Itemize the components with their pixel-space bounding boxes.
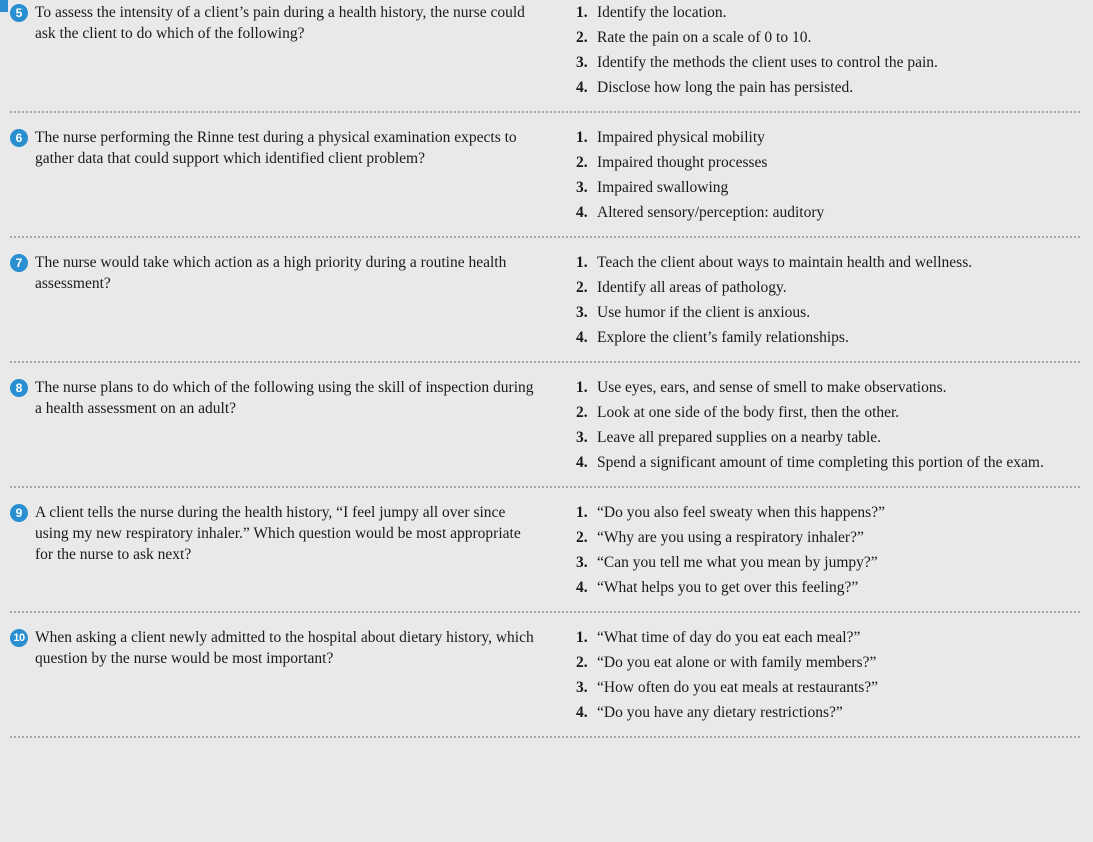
option-number: 4.: [576, 704, 588, 721]
question-text: To assess the intensity of a client’s pain during a health history, the nurse could ask the client to do which of the following?: [35, 4, 525, 42]
option-2[interactable]: [576, 402, 1080, 423]
question-6: [10, 125, 1080, 238]
option-text: “What helps you to get over this feeling?”: [597, 579, 859, 596]
option-1[interactable]: [576, 627, 1080, 648]
option-number: 1.: [576, 379, 588, 396]
option-text: Disclose how long the pain has persisted.: [597, 79, 854, 96]
option-text: Leave all prepared supplies on a nearby table.: [597, 429, 882, 446]
option-text: Use humor if the client is anxious.: [597, 304, 811, 321]
answer-options: [576, 627, 1080, 723]
option-text: Look at one side of the body first, then the other.: [597, 404, 900, 421]
option-number: 4.: [576, 79, 588, 96]
question-text: When asking a client newly admitted to the hospital about dietary history, which question by the nurse would be most important?: [35, 629, 534, 667]
option-3[interactable]: [576, 177, 1080, 198]
question-number-badge: 10: [10, 629, 28, 647]
option-number: 2.: [576, 654, 588, 671]
option-text: “Do you have any dietary restrictions?”: [597, 704, 843, 721]
option-text: Use eyes, ears, and sense of smell to make observations.: [597, 379, 947, 396]
question-number-badge: 7: [10, 254, 28, 272]
question-9: [10, 500, 1080, 613]
question-stem: [10, 502, 576, 598]
option-text: Identify all areas of pathology.: [597, 279, 787, 296]
option-number: 3.: [576, 179, 588, 196]
answer-options: [576, 252, 1080, 348]
option-number: 1.: [576, 4, 588, 21]
option-number: 1.: [576, 629, 588, 646]
option-number: 4.: [576, 204, 588, 221]
option-text: “Do you also feel sweaty when this happens?”: [597, 504, 885, 521]
option-3[interactable]: [576, 677, 1080, 698]
option-4[interactable]: [576, 327, 1080, 348]
option-text: “Why are you using a respiratory inhaler?”: [597, 529, 864, 546]
option-number: 3.: [576, 429, 588, 446]
option-4[interactable]: [576, 452, 1080, 473]
option-3[interactable]: [576, 302, 1080, 323]
question-10: [10, 625, 1080, 738]
option-number: 2.: [576, 529, 588, 546]
answer-options: [576, 377, 1080, 473]
option-number: 3.: [576, 54, 588, 71]
option-1[interactable]: [576, 502, 1080, 523]
question-number-badge: 6: [10, 129, 28, 147]
option-text: Identify the methods the client uses to control the pain.: [597, 54, 938, 71]
question-stem: [10, 2, 576, 98]
answer-options: [576, 502, 1080, 598]
question-stem: [10, 627, 576, 723]
option-number: 1.: [576, 129, 588, 146]
option-4[interactable]: [576, 577, 1080, 598]
question-number-badge: 5: [10, 4, 28, 22]
option-3[interactable]: [576, 427, 1080, 448]
question-list: [10, 0, 1080, 750]
option-4[interactable]: [576, 702, 1080, 723]
option-number: 4.: [576, 579, 588, 596]
option-2[interactable]: [576, 527, 1080, 548]
option-number: 4.: [576, 329, 588, 346]
option-text: Impaired physical mobility: [597, 129, 765, 146]
option-text: Teach the client about ways to maintain health and wellness.: [597, 254, 973, 271]
option-3[interactable]: [576, 52, 1080, 73]
option-1[interactable]: [576, 377, 1080, 398]
answer-options: [576, 127, 1080, 223]
question-number-badge: 9: [10, 504, 28, 522]
corner-tab-marker: [0, 0, 8, 12]
option-number: 3.: [576, 554, 588, 571]
question-stem: [10, 127, 576, 223]
option-text: Spend a significant amount of time completing this portion of the exam.: [597, 454, 1044, 471]
question-text: A client tells the nurse during the health history, “I feel jumpy all over since using my new respiratory inhaler.” Which question would be most appropriate for the nurse to ask next?: [35, 504, 521, 563]
question-stem: [10, 252, 576, 348]
option-2[interactable]: [576, 652, 1080, 673]
option-text: “Do you eat alone or with family members?”: [597, 654, 877, 671]
option-number: 2.: [576, 279, 588, 296]
question-text: The nurse performing the Rinne test during a physical examination expects to gather data that could support which identified client problem?: [35, 129, 517, 167]
option-text: Impaired swallowing: [597, 179, 729, 196]
question-text: The nurse would take which action as a high priority during a routine health assessment?: [35, 254, 507, 292]
option-2[interactable]: [576, 152, 1080, 173]
option-number: 3.: [576, 679, 588, 696]
option-1[interactable]: [576, 127, 1080, 148]
option-number: 1.: [576, 504, 588, 521]
question-7: [10, 250, 1080, 363]
option-text: Impaired thought processes: [597, 154, 768, 171]
option-text: Altered sensory/perception: auditory: [597, 204, 825, 221]
option-text: “How often do you eat meals at restaurants?”: [597, 679, 879, 696]
question-stem: [10, 377, 576, 473]
option-text: “Can you tell me what you mean by jumpy?”: [597, 554, 878, 571]
option-text: Explore the client’s family relationships.: [597, 329, 849, 346]
question-8: [10, 375, 1080, 488]
question-5: [10, 0, 1080, 113]
option-1[interactable]: [576, 252, 1080, 273]
option-text: Rate the pain on a scale of 0 to 10.: [597, 29, 812, 46]
option-2[interactable]: [576, 27, 1080, 48]
option-number: 2.: [576, 29, 588, 46]
option-text: Identify the location.: [597, 4, 727, 21]
option-number: 2.: [576, 404, 588, 421]
option-number: 2.: [576, 154, 588, 171]
question-text: The nurse plans to do which of the following using the skill of inspection during a health assessment on an adult?: [35, 379, 534, 417]
option-3[interactable]: [576, 552, 1080, 573]
option-number: 4.: [576, 454, 588, 471]
question-number-badge: 8: [10, 379, 28, 397]
option-4[interactable]: [576, 202, 1080, 223]
option-1[interactable]: [576, 2, 1080, 23]
option-number: 1.: [576, 254, 588, 271]
answer-options: [576, 2, 1080, 98]
option-4[interactable]: [576, 77, 1080, 98]
option-text: “What time of day do you eat each meal?”: [597, 629, 861, 646]
option-2[interactable]: [576, 277, 1080, 298]
option-number: 3.: [576, 304, 588, 321]
